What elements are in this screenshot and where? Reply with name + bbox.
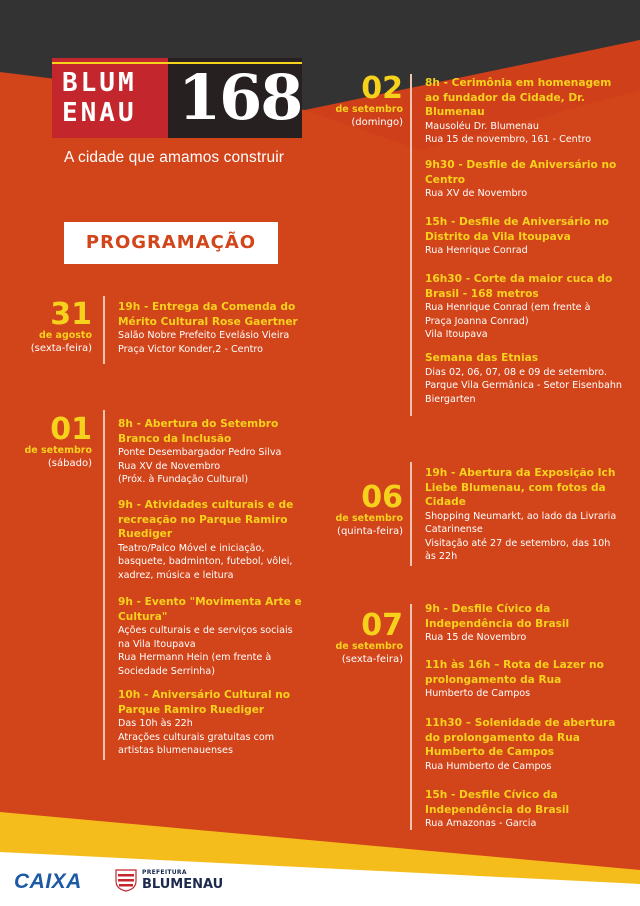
- event-detail: Humberto de Campos: [425, 688, 531, 699]
- date-day: 31: [50, 297, 92, 332]
- event-title: 10h - Aniversário Cultural no Parque Ramiro Ruediger: [118, 689, 291, 716]
- date-02-setembro: [335, 71, 403, 129]
- date-day: 06: [361, 480, 403, 515]
- event-detail: Rua Hermann Hein (em frente à Sociedade Serrinha): [118, 652, 272, 677]
- event-item: [425, 215, 625, 258]
- event-item: [425, 272, 620, 342]
- event-detail: Dias 02, 06, 07, 08 e 09 de setembro.: [425, 366, 607, 378]
- date-month: de agosto: [38, 330, 92, 341]
- date-month: de setembro: [335, 104, 403, 115]
- date-31-agosto: [30, 297, 92, 355]
- event-detail: Rua XV de Novembro: [425, 188, 528, 199]
- event-title: 9h - Atividades culturais e de recreação no Parque Ramiro Ruediger: [118, 499, 294, 540]
- logo-number: 168: [178, 61, 302, 134]
- event-title: 15h - Desfile de Aniversário no Distrito da Vila Itoupava: [425, 216, 609, 243]
- event-title: 8h - Abertura do Setembro Branco da Inclusão: [118, 418, 279, 445]
- event-item: [118, 688, 306, 758]
- date-01-setembro: [24, 412, 92, 470]
- event-title: 15h - Desfile Cívico da Independência do Brasil: [425, 789, 570, 816]
- program-title: PROGRAMAÇÃO: [85, 232, 257, 253]
- date-weekday: (sexta-feira): [341, 654, 403, 665]
- event-detail: Rua Humberto de Campos: [425, 760, 552, 772]
- event-title: 11h30 – Solenidade de abertura do prolongamento da Rua Humberto de Campos: [425, 717, 616, 758]
- prefeitura-city: BLUMENAU: [142, 877, 224, 892]
- program-title-box: [64, 222, 278, 264]
- event-item: [425, 351, 625, 406]
- date-month: de setembro: [335, 513, 403, 524]
- event-title: 16h30 - Corte da maior cuca do Brasil - 168 metros: [425, 273, 613, 300]
- event-detail: Ponte Desembargador Pedro Silva: [118, 447, 282, 458]
- event-title: 8h - Cerimônia em homenagem ao fundador da Cidade, Dr. Blumenau: [425, 77, 612, 118]
- date-07-setembro: [335, 608, 403, 666]
- event-detail: Parque Vila Germânica - Setor Eisenbahn Biergarten: [425, 380, 622, 405]
- event-detail: Visitação até 27 de setembro, das 10h às 22h: [425, 537, 611, 562]
- event-title: 19h - Abertura da Exposição Ich Liebe Blumenau, com fotos da Cidade: [425, 467, 616, 508]
- event-item: [425, 602, 620, 645]
- event-detail: Salão Nobre Prefeito Evelásio Vieira: [118, 330, 290, 341]
- event-title: Semana das Etnias: [425, 352, 539, 364]
- event-detail: Rua Henrique Conrad (em frente à Praça Joanna Conrad): [425, 302, 591, 327]
- prefeitura-blumenau-logo: [115, 868, 225, 894]
- date-weekday: (sexta-feira): [30, 343, 92, 354]
- event-item: [425, 716, 625, 773]
- event-item: [118, 417, 303, 487]
- date-month: de setembro: [335, 641, 403, 652]
- event-title: 19h - Entrega da Comenda do Mérito Cultural Rose Gaertner: [118, 301, 298, 328]
- caixa-logo: CAIXA: [14, 870, 82, 893]
- tagline: A cidade que amamos construir: [64, 149, 285, 166]
- event-item: [118, 300, 308, 356]
- event-detail: Shopping Neumarkt, ao lado da Livraria Catarinense: [425, 510, 617, 535]
- blumenau-shield-icon: [115, 869, 137, 892]
- date-month: de setembro: [24, 445, 92, 456]
- prefeitura-label: PREFEITURA: [142, 869, 187, 876]
- timeline-divider: [410, 74, 412, 416]
- event-item: [118, 595, 306, 678]
- date-weekday: (sábado): [47, 458, 92, 469]
- date-day: 07: [361, 608, 403, 643]
- timeline-divider: [410, 604, 412, 830]
- event-detail: Rua XV de Novembro: [118, 460, 221, 472]
- event-detail: Ações culturais e de serviços sociais na Vila Itoupava: [118, 625, 293, 650]
- event-item: [118, 498, 308, 582]
- date-weekday: (domingo): [351, 117, 403, 128]
- event-detail: (Próx. à Fundação Cultural): [118, 474, 249, 485]
- date-day: 02: [361, 71, 403, 106]
- date-weekday: (quinta-feira): [337, 526, 403, 537]
- timeline-divider: [103, 296, 105, 364]
- event-item: [425, 658, 620, 701]
- event-detail: Rua Amazonas - Garcia: [425, 818, 537, 829]
- event-item: [425, 76, 625, 147]
- event-title: 9h - Evento "Movimenta Arte e Cultura": [118, 596, 302, 623]
- event-detail: Praça Victor Konder,2 - Centro: [118, 343, 264, 355]
- event-detail: Das 10h às 22h: [118, 718, 193, 729]
- event-title: 11h às 16h – Rota de Lazer no prolongamento da Rua: [425, 659, 604, 686]
- event-detail: Rua 15 de novembro, 161 - Centro: [425, 134, 592, 145]
- event-item: [425, 788, 620, 831]
- event-detail: Rua Henrique Conrad: [425, 245, 528, 256]
- event-detail: Atrações culturais gratuitas com artistas blumenauenses: [118, 731, 275, 756]
- blumenau-168-logo: [52, 58, 302, 138]
- event-title: 9h30 - Desfile de Aniversário no Centro: [425, 159, 617, 186]
- timeline-divider: [103, 410, 105, 760]
- event-detail: Rua 15 de Novembro: [425, 632, 527, 643]
- date-day: 01: [50, 412, 92, 447]
- event-item: [425, 158, 625, 201]
- date-06-setembro: [335, 480, 403, 538]
- event-detail: Teatro/Palco Móvel e iniciação, basquete, badminton, futebol, vôlei, xadrez, música e leitura: [118, 542, 293, 581]
- timeline-divider: [410, 462, 412, 566]
- event-detail: Mausoléu Dr. Blumenau: [425, 120, 539, 132]
- event-item: [425, 466, 620, 564]
- logo-word-line2: ENAU: [62, 98, 137, 128]
- event-detail: Vila Itoupava: [425, 329, 488, 340]
- event-title: 9h - Desfile Cívico da Independência do Brasil: [425, 603, 570, 630]
- logo-word-line1: BLUM: [62, 68, 137, 98]
